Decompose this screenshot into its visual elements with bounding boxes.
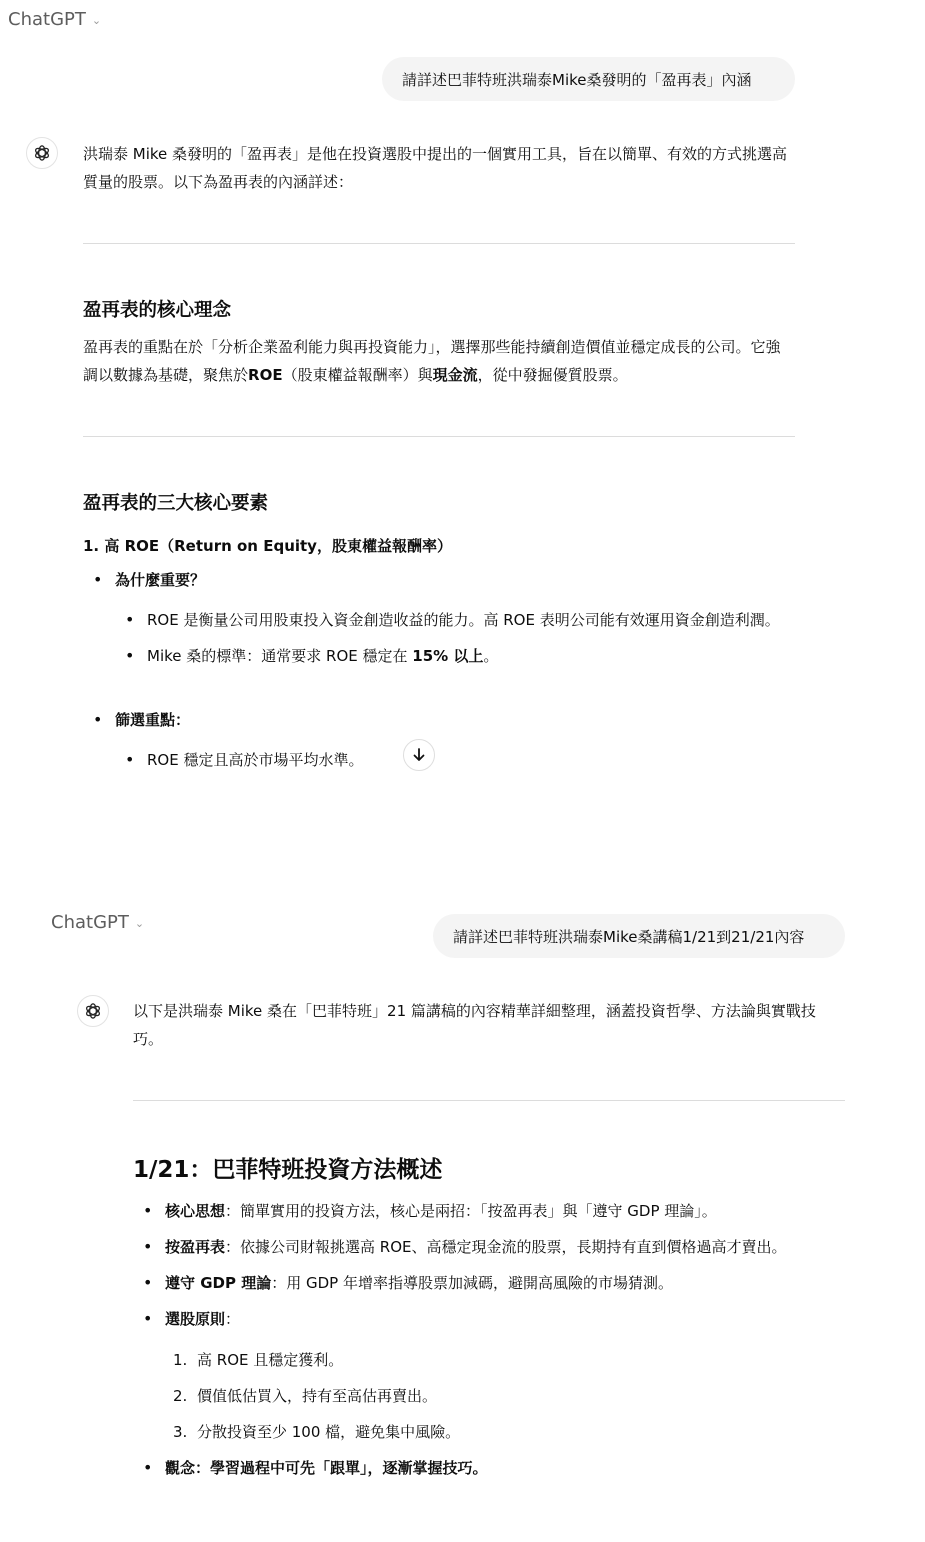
list-item bbox=[165, 1305, 845, 1333]
list-item bbox=[115, 566, 795, 594]
user-message-text: 請詳述巴菲特班洪瑞泰Mike桑發明的「盈再表」內涵 bbox=[402, 70, 752, 89]
bold-text: ROE bbox=[248, 366, 283, 384]
list-item bbox=[165, 1269, 845, 1297]
bold-text: 選股原則 bbox=[165, 1310, 226, 1328]
assistant-intro: 以下是洪瑞泰 Mike 桑在「巴菲特班」21 篇講稿的內容精華詳細整理，涵蓋投資哲學、方法論與實戰技巧。 bbox=[133, 1002, 816, 1048]
text: 。 bbox=[483, 647, 499, 665]
list-item bbox=[165, 1233, 845, 1261]
model-selector[interactable] bbox=[8, 9, 101, 30]
bold-text: 按盈再表 bbox=[165, 1238, 226, 1256]
list-item bbox=[147, 642, 787, 670]
text: 分散投資至少 100 檔，避免集中風險。 bbox=[197, 1423, 461, 1441]
list-item: • ROE 是衡量公司用股東投入資金創造收益的能力。高 ROE 表明公司能有效運用資金創造利潤。 bbox=[147, 606, 787, 634]
section-heading: 盈再表的三大核心要素 bbox=[83, 493, 269, 514]
section-heading: 盈再表的核心理念 bbox=[83, 300, 232, 321]
list-item bbox=[115, 706, 795, 734]
user-message-text: 請詳述巴菲特班洪瑞泰Mike桑講稿1/21到21/21內容 bbox=[453, 927, 805, 946]
text: 盈再表的重點在於「分析企業盈利能力與再投資能力」，選擇那些能持續創造價值並穩定成長的公司。它強調以數據為基礎，聚焦於 bbox=[83, 338, 781, 384]
list-item bbox=[173, 1418, 837, 1446]
ordered-list bbox=[173, 1346, 837, 1446]
model-selector[interactable] bbox=[51, 912, 144, 933]
list-item: • ROE 穩定且高於市場平均水準。 bbox=[147, 746, 787, 774]
text: 高 ROE 且穩定獲利。 bbox=[197, 1351, 344, 1369]
bullet-list bbox=[115, 566, 795, 594]
chevron-down-icon: ⌄ bbox=[91, 14, 102, 27]
list-item bbox=[165, 1454, 845, 1482]
list-item bbox=[173, 1346, 837, 1374]
model-name: ChatGPT bbox=[51, 912, 129, 933]
divider bbox=[83, 436, 795, 437]
text: ：簡單實用的投資方法，核心是兩招：「按盈再表」與「遵守 GDP 理論」。 bbox=[225, 1202, 717, 1220]
text: （股東權益報酬率）與 bbox=[282, 366, 433, 384]
text: Mike 桑的標準：通常要求 ROE 穩定在 bbox=[147, 647, 413, 665]
subsection-heading: 1. 高 ROE（Return on Equity，股東權益報酬率） bbox=[83, 537, 452, 555]
list-item bbox=[173, 1382, 837, 1410]
divider bbox=[133, 1100, 845, 1101]
section-paragraph bbox=[83, 333, 795, 389]
text: ：用 GDP 年增率指導股票加減碼，避開高風險的市場猜測。 bbox=[271, 1274, 673, 1292]
bold-text: 核心思想 bbox=[165, 1202, 226, 1220]
section-heading: 1/21：巴菲特班投資方法概述 bbox=[133, 1157, 443, 1183]
bold-text: 15% 以上 bbox=[412, 647, 484, 665]
divider bbox=[83, 243, 795, 244]
user-message bbox=[382, 57, 795, 101]
text: ：依據公司財報挑選高 ROE、高穩定現金流的股票，長期持有直到價格過高才賣出。 bbox=[225, 1238, 787, 1256]
scroll-down-button[interactable] bbox=[403, 739, 435, 771]
nested-list bbox=[147, 746, 787, 774]
chatgpt-avatar bbox=[77, 995, 109, 1027]
user-message bbox=[433, 914, 845, 958]
list-item bbox=[165, 1197, 845, 1225]
text: 價值低估買入，持有至高估再賣出。 bbox=[197, 1387, 438, 1405]
list-number: 3. bbox=[173, 1423, 188, 1441]
chatgpt-avatar bbox=[26, 137, 58, 169]
list-number: 2. bbox=[173, 1387, 188, 1405]
bold-text: 篩選重點： bbox=[115, 711, 191, 729]
list-number: 1. bbox=[173, 1351, 188, 1369]
arrow-down-icon bbox=[411, 747, 427, 763]
openai-logo-icon bbox=[32, 143, 52, 163]
bold-text: 遵守 GDP 理論 bbox=[165, 1274, 272, 1292]
text: ，從中發掘優質股票。 bbox=[477, 366, 628, 384]
bullet-list bbox=[115, 706, 795, 734]
model-name: ChatGPT bbox=[8, 9, 86, 30]
bold-text: 為什麼重要？ bbox=[115, 571, 206, 589]
bullet-list bbox=[165, 1454, 845, 1482]
openai-logo-icon bbox=[83, 1001, 103, 1021]
bold-text: 觀念：學習過程中可先「跟單」，逐漸掌握技巧。 bbox=[165, 1459, 488, 1477]
nested-list bbox=[147, 606, 787, 670]
chevron-down-icon: ⌄ bbox=[134, 917, 145, 930]
bold-text: 現金流 bbox=[432, 366, 478, 384]
assistant-intro: 洪瑞泰 Mike 桑發明的「盈再表」是他在投資選股中提出的一個實用工具，旨在以簡單、有效的方式挑選高質量的股票。以下為盈再表的內涵詳述： bbox=[83, 145, 788, 191]
bullet-list bbox=[165, 1197, 845, 1333]
text: ： bbox=[225, 1310, 241, 1328]
